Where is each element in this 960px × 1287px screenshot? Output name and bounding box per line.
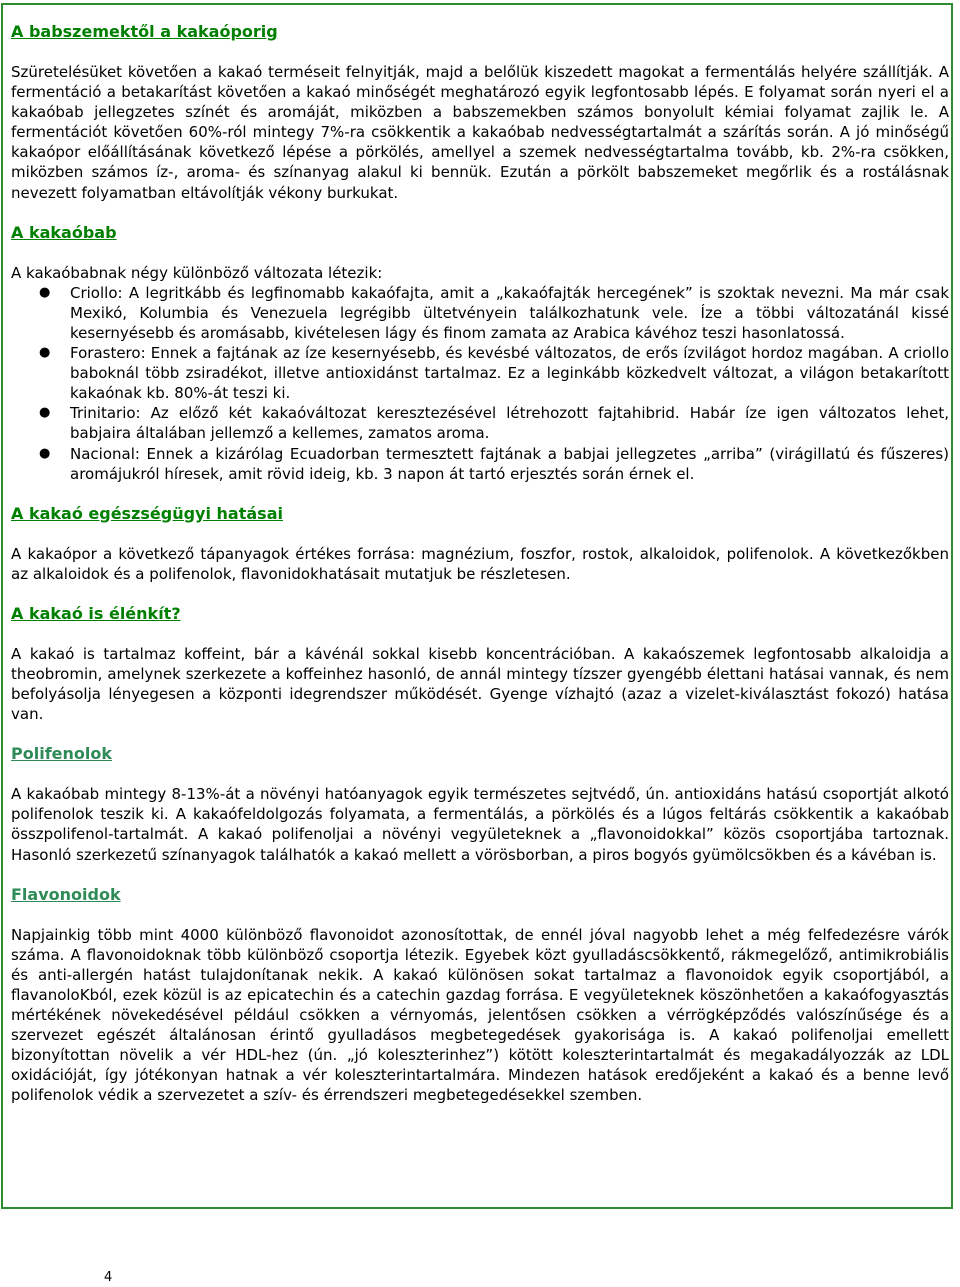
section-title-stimulant: A kakaó is élénkít? [11,603,181,623]
section-title-polyphenols: Polifenolok [11,744,112,764]
paragraph-caffeine: A kakaó is tartalmaz koffeint, bár a kávénál sokkal kisebb koncentrációban. A kakaószemek legfontosabb alkaloidja a theobromin, amelynek szerkezete a koffeinhez hasonló, de annál mintegy tízszer gyengébb élettani hatásai vannak, és nem befolyásolja lényegesen a központi idegrendszer működését. Gyenge vízhajtó (azaz a vizelet-kiválasztást fokozó) hatása van. [11,644,949,724]
section-title-cocoa-bean: A kakaóbab [11,222,117,242]
section-title-flavonoids: Flavonoidok [11,884,121,904]
paragraph-variants-intro: A kakaóbabnak négy különböző változata létezik: [11,263,383,282]
paragraph-processing: Szüretelésüket követően a kakaó terméseit felnyitják, majd a belőlük kiszedett magokat a fermentálás helyére szállítják. A fermentáció a betakarítást követően a kakaó minőségét meghatározó egyik legfontosabb lépés. E folyamat során nyeri el a kakaóbab jellegzetes színét és aromáját, miközben a babszemekben számos bonyolult kémiai folyamat zajlik le. A fermentációt követően 60%-ról mintegy 7%-ra csökkentik a kakaóbab nedvességtartalmát a szárítás során. A jó minőségű kakaópor előállításának következő lépése a pörkölés, amellyel a szemek nedvességtartalma tovább, kb. 2%-ra csökken, miközben számos íz-, aroma- és színanyag alakul ki bennük. Ezután a pörkölt babszemeket megőrlik és a rostálásnak nevezett folyamatban eltávolítják vékony burkukat. [11,63,949,202]
section-title-cocoa-powder: A babszemektől a kakaóporig [11,22,278,41]
paragraph-nutrients: A kakaópor a következő tápanyagok értékes forrása: magnézium, foszfor, rostok, alkaloidok, polifenolok. A következőkben az alkaloidok és a polifenolok, flavonidokhatásait mutatjuk be részletesen. [11,544,949,583]
paragraph-polyphenols: A kakaóbab mintegy 8-13%-át a növényi hatóanyagok egyik természetes sejtvédő, ún. antioxidáns hatású csoportját alkotó polifenolok teszik ki. A kakaófeldolgozás folyamata, a fermentálás, a pörkölés és a lúgos feltárás csökkentik a kakaóbab összpolifenol-tartalmát. A kakaó polifenoljai a növényi vegyületeknek a „flavonoidokkal” közös csoportjába tartoznak. Hasonló szerkezetű színanyagok találhatók a kakaó mellett a vörösborban, a piros bogyós gyümölcsökben és a kávéban is. [11,785,949,864]
list-item: ● Trinitario: Az előző két kakaóváltozat keresztezésével létrehozott fajtahibrid. Habár íze igen változatos lehet, babjaira általában jellemző a kellemes, zamatos aroma. [39,404,949,443]
list-item: ● Criollo: A legritkább és legfinomabb kakaófajta, amit a „kakaófajták hercegének” is szoktak nevezni. Ma már csak Mexikó, Kolumbia és Venezuela legrégibb ültetvényein találkozhatunk vele. Íze a többi változatánál kissé kesernyésebb és aromásabb, kivételesen lágy és finom zamata az Arabica kávéhoz teszi hasonlatossá. [39,283,949,342]
list-item: ● Nacional: Ennek a kizárólag Ecuadorban termesztett fajtának a babjai jellegzetes „arriba” (virágillatú és fűszeres) aromájukról híresek, amit rövid ideig, kb. 3 napon át tartó erjesztés során érnek el. [39,444,949,483]
page-number: 4 [104,1270,113,1285]
document-body [11,22,949,1105]
variant-list [11,283,949,484]
bullet-icon: ● [39,445,51,461]
bullet-icon: ● [39,284,51,300]
paragraph-flavonoids: Napjainkig több mint 4000 különböző flavonoidot azonosítottak, de ennél jóval nagyobb lehet a még felfedezésre várók száma. A flavonoidoknak több különböző csoportja létezik. Egyebek közt gyulladáscsökkentő, rákmegelőző, antimikrobiális és anti-allergén hatást tulajdonítanak nekik. A kakaó különösen sokat tartalmaz a flavonoidok egyik csoportjából, a flavanoloKból, ezek közül is az epicatechin és a catechin gazdag forrása. E vegyületeknek köszönhetően a kakaófogyasztás mértékének növekedésével például csökken a vérnyomás, jelentősen csökken a vérrögképződés valószínűsége és a szervezet egészét általánosan érintő gyulladásos megbetegedések gyakorisága is. A kakaó polifenoljai emellett bizonyítottan növelik a vér HDL-hez (ún. „jó koleszterinhez”) kötött koleszterintartalmát és megakadályozzák az LDL oxidációját, így jótékonyan hatnak a vér koleszterintartalmára. Mindezen hatások eredőjeként a kakaó és a benne levő polifenolok védik a szervezetet a szív- és érrendszeri megbetegedésekkel szemben. [11,925,949,1105]
section-title-health-effects: A kakaó egészségügyi hatásai [11,503,283,523]
bullet-icon: ● [39,405,51,421]
bullet-icon: ● [39,345,51,361]
list-item: ● Forastero: Ennek a fajtának az íze kesernyésebb, és kevésbé változatos, de erős ízvilágot hordoz magában. A criollo baboknál több zsiradékot, illetve antioxidánst tartalmaz. Ez a leginkább közkedvelt változat, a világon betakarított kakaónak kb. 80%-át teszi ki. [39,344,949,403]
